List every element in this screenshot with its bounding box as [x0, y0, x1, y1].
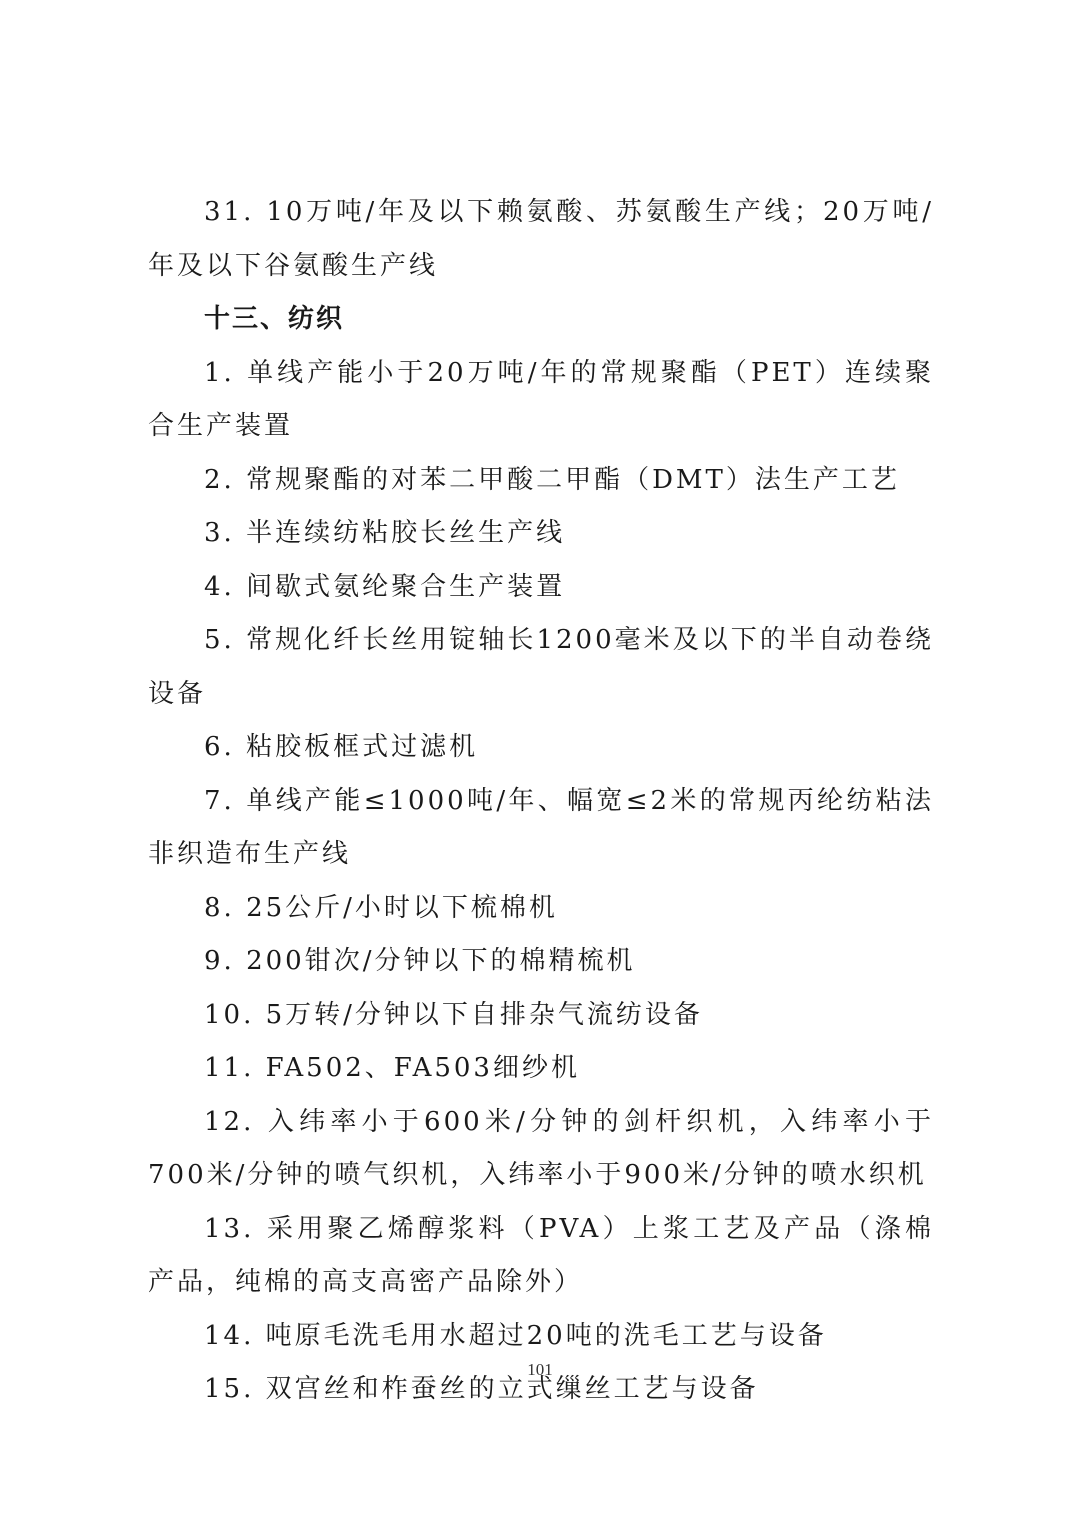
- section-heading-textile: 十三、纺织: [204, 304, 345, 334]
- list-item-7: 7. 单线产能≤1000吨/年、幅宽≤2米的常规丙纶纺粘法非织造布生产线: [148, 785, 934, 869]
- list-item-13: 13. 采用聚乙烯醇浆料（PVA）上浆工艺及产品（涤棉产品，纯棉的高支高密产品除外）: [148, 1213, 934, 1297]
- list-item-4: 4. 间歇式氨纶聚合生产装置: [204, 571, 566, 602]
- list-item-12: 12. 入纬率小于600米/分钟的剑杆织机，入纬率小于700米/分钟的喷气织机，入纬率小于900米/分钟的喷水织机: [148, 1106, 934, 1190]
- document-body: [148, 186, 934, 1417]
- list-item-31: 31. 10万吨/年及以下赖氨酸、苏氨酸生产线；20万吨/年及以下谷氨酸生产线: [148, 197, 934, 281]
- list-item-3: 3. 半连续纺粘胶长丝生产线: [204, 518, 566, 548]
- list-item-10: 10. 5万转/分钟以下自排杂气流纺设备: [204, 999, 703, 1030]
- list-item-6: 6. 粘胶板框式过滤机: [204, 732, 479, 762]
- list-item-2: 2. 常规聚酯的对苯二甲酸二甲酯（DMT）法生产工艺: [204, 464, 900, 495]
- list-item-1: 1. 单线产能小于20万吨/年的常规聚酯（PET）连续聚合生产装置: [148, 357, 934, 441]
- list-item-15: 15. 双宫丝和柞蚕丝的立式缫丝工艺与设备: [204, 1374, 759, 1404]
- list-item-5: 5. 常规化纤长丝用锭轴长1200毫米及以下的半自动卷绕设备: [148, 625, 934, 709]
- list-item-11: 11. FA502、FA503细纱机: [204, 1053, 580, 1083]
- list-item-9: 9. 200钳次/分钟以下的棉精梳机: [204, 946, 636, 976]
- list-item-8: 8. 25公斤/小时以下梳棉机: [204, 892, 558, 923]
- list-item-14: 14. 吨原毛洗毛用水超过20吨的洗毛工艺与设备: [204, 1320, 827, 1351]
- page-number: 101: [527, 1360, 553, 1379]
